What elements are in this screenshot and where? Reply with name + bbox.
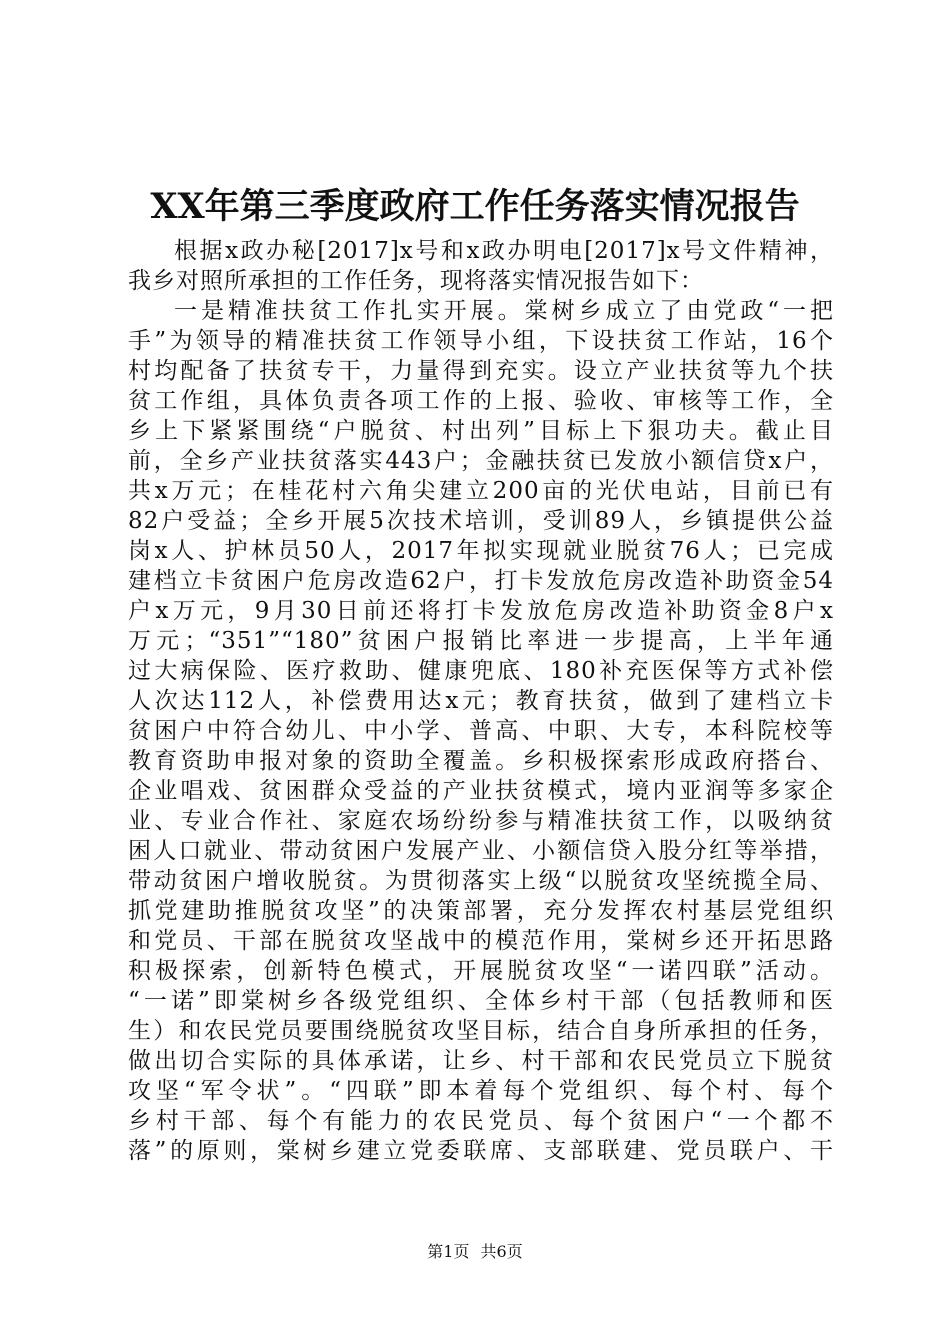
body-line: 企业唱戏、贫困群众受益的产业扶贫模式，境内亚润等多家企 [128,778,834,804]
body-line: 抓党建助推脱贫攻坚”的决策部署，充分发挥农村基层党组织 [128,898,834,924]
body-line: “一诺”即棠树乡各级党组织、全体乡村干部（包括教师和医 [128,988,834,1014]
body-line: 生）和农民党员要围绕脱贫攻坚目标，结合自身所承担的任务， [128,1018,834,1044]
body-line: 乡上下紧紧围绕“户脱贫、村出列”目标上下狠功夫。截止目 [128,418,834,444]
document-body [128,236,834,1166]
body-line: 业、专业合作社、家庭农场纷纷参与精准扶贫工作，以吸纳贫 [128,808,834,834]
body-line: 贫困户中符合幼儿、中小学、普高、中职、大专，本科院校等 [128,718,834,744]
body-line: 前，全乡产业扶贫落实443户；金融扶贫已发放小额信贷x户， [128,448,834,474]
body-line: 建档立卡贫困户危房改造62户，打卡发放危房改造补助资金54 [128,568,834,594]
body-line: 和党员、干部在脱贫攻坚战中的模范作用，棠树乡还开拓思路 [128,928,834,954]
body-line: 困人口就业、带动贫困户发展产业、小额信贷入股分红等举措， [128,838,834,864]
body-line: 我乡对照所承担的工作任务，现将落实情况报告如下： [128,268,704,294]
body-line: 岗x人、护林员50人，2017年拟实现就业脱贫76人；已完成 [128,538,834,564]
body-line: 乡村干部、每个有能力的农民党员、每个贫困户“一个都不 [128,1108,834,1134]
page-number: 第1页 [427,1242,470,1261]
body-line: 做出切合实际的具体承诺，让乡、村干部和农民党员立下脱贫 [128,1048,834,1074]
page-footer [0,1240,950,1264]
body-line: 带动贫困户增收脱贫。为贯彻落实上级“以脱贫攻坚统揽全局、 [128,868,834,894]
body-line: 共x万元；在桂花村六角尖建立200亩的光伏电站，目前已有 [128,478,834,504]
body-line: 万元；“351”“180”贫困户报销比率进一步提高，上半年通 [128,628,834,654]
document-title: XX年第三季度政府工作任务落实情况报告 [150,186,800,227]
page-total: 共6页 [480,1242,523,1261]
body-line: 过大病保险、医疗救助、健康兜底、180补充医保等方式补偿 [128,658,834,684]
body-line: 教育资助申报对象的资助全覆盖。乡积极探索形成政府搭台、 [128,748,834,774]
body-line: 积极探索，创新特色模式，开展脱贫攻坚“一诺四联”活动。 [128,958,834,984]
body-line: 82户受益；全乡开展5次技术培训，受训89人，乡镇提供公益 [128,508,834,534]
body-line: 攻坚“军令状”。“四联”即本着每个党组织、每个村、每个 [128,1078,834,1104]
body-line: 一是精准扶贫工作扎实开展。棠树乡成立了由党政“一把 [174,298,834,324]
body-line: 村均配备了扶贫专干，力量得到充实。设立产业扶贫等九个扶 [128,358,834,384]
body-line: 贫工作组，具体负责各项工作的上报、验收、审核等工作，全 [128,388,834,414]
body-line: 落”的原则，棠树乡建立党委联席、支部联建、党员联户、干 [128,1138,834,1164]
body-line: 手”为领导的精准扶贫工作领导小组，下设扶贫工作站，16个 [128,328,834,354]
body-line: 户x万元，9月30日前还将打卡发放危房改造补助资金8户x [128,598,834,624]
body-line: 根据x政办秘[2017]x号和x政办明电[2017]x号文件精神， [174,238,834,264]
body-line: 人次达112人，补偿费用达x元；教育扶贫，做到了建档立卡 [128,688,834,714]
